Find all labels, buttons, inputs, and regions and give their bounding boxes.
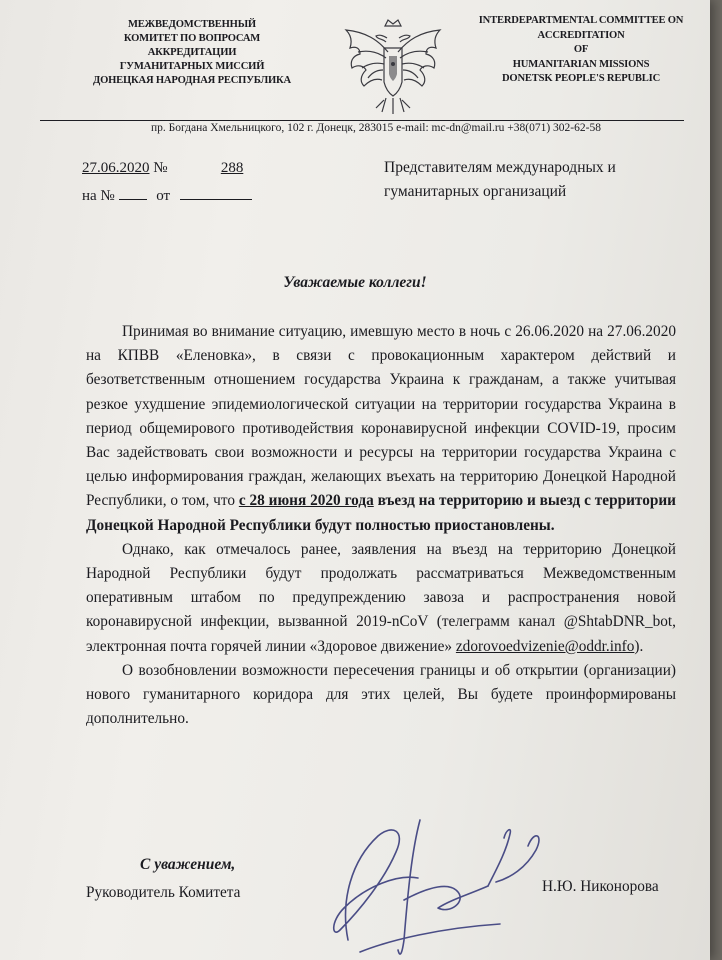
reference-number-label: № [153, 160, 168, 176]
body-paragraph-3: О возобновлении возможности пересечения границы и об открытии (организации) нового гуманитарного коридора для этих целей, Вы будете проинформированы дополнительно. [86, 661, 676, 728]
signer-name: Н.Ю. Никонорова [542, 878, 659, 895]
p2-text: Однако, как отмечалось ранее, заявления на въезд на территорию Донецкой Народной Республики будут продолжать рассматриваться Межведомственным оперативным штабом по предупреждению завоза и распространения новой коронавирусной инфекции, вызванной 2019-nCoV (телеграмм канал [86, 540, 676, 631]
header-divider [40, 120, 684, 121]
header-ru-line: ДОНЕЦКАЯ НАРОДНАЯ РЕСПУБЛИКА [92, 75, 291, 86]
p1-date-bold: с 28 июня 2020 года [238, 492, 374, 510]
reply-to-label: на № [82, 188, 115, 204]
reply-number-blank [119, 184, 147, 200]
closing: С уважением, [140, 856, 236, 873]
body-paragraph-1 [86, 320, 676, 538]
from-label: от [156, 188, 171, 204]
signer-position: Руководитель Комитета [86, 884, 241, 901]
p2-end-text: ). [634, 637, 644, 655]
handwritten-signature [300, 790, 570, 960]
salutation: Уважаемые коллеги! [283, 274, 427, 291]
header-en-line: HUMANITARIAN MISSIONS [512, 58, 650, 70]
header-en [470, 14, 692, 87]
header-address: пр. Богдана Хмельницкого, 102 г. Донецк, 283015 e-mail: mc-dn@mail.ru +38(071) 302-62-58 [151, 122, 601, 134]
coat-of-arms-emblem [338, 12, 448, 118]
telegram-channel: @ShtabDNR_bot [563, 613, 673, 631]
body-paragraph-2 [86, 538, 676, 659]
header-en-line: INTERDEPARTMENTAL COMMITTEE ON [478, 15, 684, 26]
header-ru-line: АККРЕДИТАЦИИ [147, 47, 237, 58]
p1-bold-text: въезд на территорию и выезд с территории Донецкой Народной Республики будут полностью приостановлены. [86, 492, 676, 534]
letter-body [86, 320, 676, 731]
reply-date-blank [180, 184, 252, 200]
header-ru-line: МЕЖВЕДОМСТВЕННЫЙ [128, 19, 256, 30]
p2-mid-text: , электронная почта горячей линии «Здоровое движение» [86, 613, 676, 655]
outgoing-reference [82, 158, 243, 178]
header-en-line: DONETSK PEOPLE'S REPUBLIC [501, 73, 661, 84]
incoming-reference [82, 184, 252, 206]
header-en-line: OF [573, 44, 589, 55]
hotline-email-link[interactable]: zdorovoedvizenie@oddr.info [455, 637, 635, 655]
header-ru-line: КОМИТЕТ ПО ВОПРОСАМ [123, 33, 261, 44]
header-en-line: ACCREDITATION [537, 29, 625, 41]
header-ru-line: ГУМАНИТАРНЫХ МИССИЙ [119, 61, 265, 72]
reference-number: 288 [220, 160, 244, 176]
addressee: Представителям международных и гуманитарных организаций [384, 159, 616, 200]
p1-text: Принимая во внимание ситуацию, имевшую место в ночь с 26.06.2020 на 27.06.2020 на КПВВ «Еленовка», в связи с провокационным характером действий и безответственным отношением государства Украина к гражданам, а также учитывая резкое ухудшение эпидемиологической ситуации на территории государства Украина в период общемирового противодействия коронавирусной инфекции COVID-19, просим Вас задействовать свои возможности и ресурсы на территории государства Украина с целью информирования граждан, желающих въехать на территорию Донецкой Народной Республики, о том, что [86, 323, 676, 510]
reference-date: 27.06.2020 [82, 160, 150, 176]
header-ru [78, 18, 306, 88]
